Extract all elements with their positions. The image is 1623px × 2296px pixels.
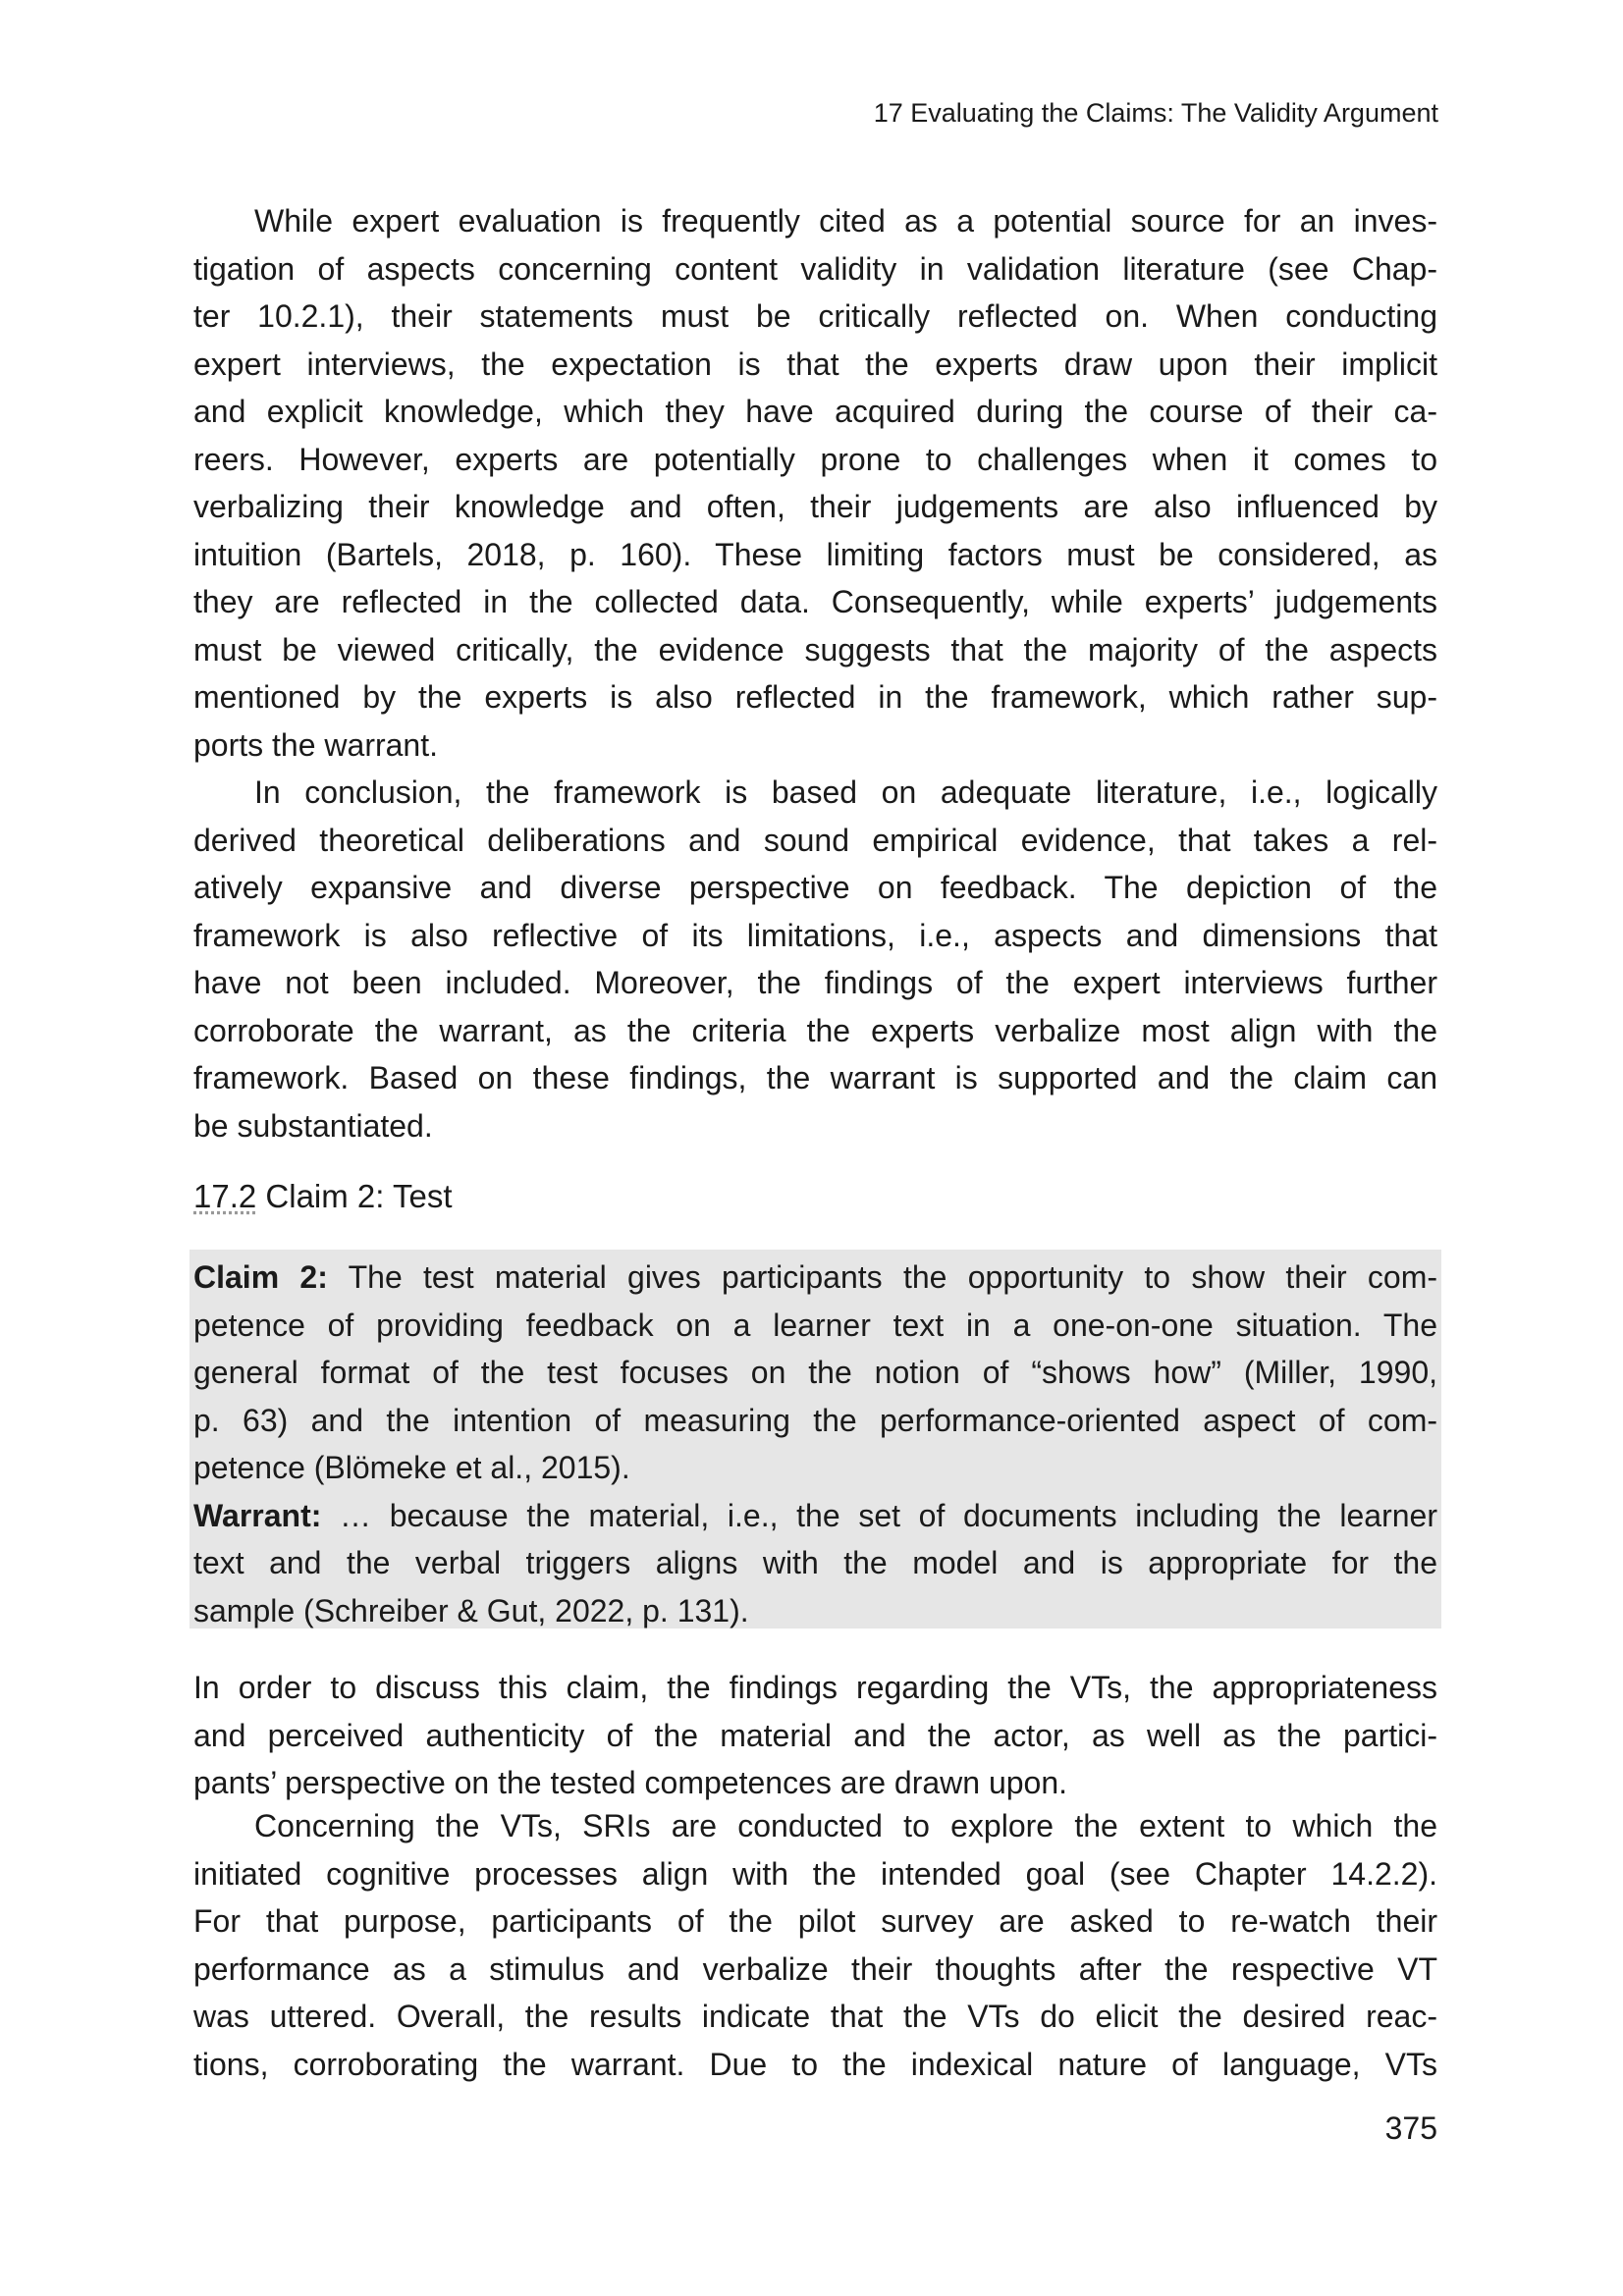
text-line: tions, corroborating the warrant. Due to the indexical nature of language, VTs [193, 2046, 1437, 2082]
box-line [193, 1254, 1437, 1302]
box-line [193, 1587, 1437, 1635]
text-line: While expert evaluation is frequently cited as a potential source for an inves- [254, 203, 1437, 239]
running-header: 17 Evaluating the Claims: The Validity Argument [873, 98, 1438, 128]
text-line: atively expansive and diverse perspective on feedback. The depiction of the [193, 870, 1437, 905]
page-number: 375 [1384, 2110, 1437, 2146]
text-line: In order to discuss this claim, the findings regarding the VTs, the appropriateness [193, 1670, 1437, 1705]
text-line: corroborate the warrant, as the criteria the experts verbalize most align with the [193, 1012, 1437, 1048]
text-line: have not been included. Moreover, the findings of the expert interviews further [193, 965, 1437, 1000]
text-line: Concerning the VTs, SRIs are conducted to explore the extent to which the [254, 1808, 1437, 1843]
text-line: framework is also reflective of its limitations, i.e., aspects and dimensions that [193, 917, 1437, 953]
box-line-text: general format of the test focuses on the notion of “shows how” (Miller, 1990, [193, 1355, 1437, 1390]
paragraph-conclusion [193, 769, 1437, 1149]
text-line: mentioned by the experts is also reflected in the framework, which rather sup- [193, 679, 1437, 715]
box-line-text: petence of providing feedback on a learner text in a one-on-one situation. The [193, 1307, 1437, 1343]
text-line: intuition (Bartels, 2018, p. 160). These limiting factors must be considered, as [193, 536, 1437, 572]
section-title: Claim 2: Test [265, 1178, 453, 1214]
box-line-text: petence (Blömeke et al., 2015). [193, 1450, 630, 1485]
box-line [193, 1539, 1437, 1587]
box-line [193, 1302, 1437, 1350]
text-line: ter 10.2.1), their statements must be critically reflected on. When conducting [193, 298, 1437, 334]
text-line: performance as a stimulus and verbalize their thoughts after the respective VT [193, 1950, 1437, 1987]
text-line: expert interviews, the expectation is that the experts draw upon their implicit [193, 346, 1437, 382]
box-line [193, 1444, 1437, 1492]
paragraph-expert-evaluation [193, 197, 1437, 769]
text-line: they are reflected in the collected data. Consequently, while experts’ judgements [193, 584, 1437, 619]
text-line: be substantiated. [193, 1107, 433, 1144]
claim-label: Claim 2: [193, 1259, 328, 1295]
box-line [193, 1349, 1437, 1397]
box-line [193, 1397, 1437, 1445]
section-heading [193, 1173, 453, 1220]
box-line-text: p. 63) and the intention of measuring the performance-oriented aspect of com- [193, 1402, 1437, 1438]
text-line: pants’ perspective on the tested competences are drawn upon. [193, 1765, 1068, 1800]
text-line: In conclusion, the framework is based on adequate literature, i.e., logically [254, 774, 1437, 810]
text-line: derived theoretical deliberations and sound empirical evidence, that takes a rel- [193, 822, 1437, 858]
text-line: initiated cognitive processes align with the intended goal (see Chapter 14.2.2). [193, 1855, 1437, 1892]
box-line-text: sample (Schreiber & Gut, 2022, p. 131). [193, 1592, 749, 1629]
text-line: For that purpose, participants of the pilot survey are asked to re-watch their [193, 1903, 1437, 1939]
text-line: was uttered. Overall, the results indicate that the VTs do elicit the desired reac- [193, 1999, 1437, 2034]
text-line: tigation of aspects concerning content validity in validation literature (see Chap- [193, 250, 1437, 287]
text-line: and perceived authenticity of the material and the actor, as well as the partici- [193, 1717, 1437, 1753]
box-line-text: The test material gives participants the opportunity to show their com- [327, 1259, 1437, 1295]
text-line: and explicit knowledge, which they have acquired during the course of their ca- [193, 394, 1437, 429]
paragraph-verbal-triggers [193, 1802, 1437, 2088]
warrant-label: Warrant: [193, 1497, 322, 1533]
text-line: reers. However, experts are potentially prone to challenges when it comes to [193, 441, 1437, 477]
text-line: framework. Based on these findings, the warrant is supported and the claim can [193, 1060, 1437, 1095]
text-line: ports the warrant. [193, 726, 438, 763]
paragraph-discussion-intro [193, 1664, 1437, 1807]
box-line-text: … because the material, i.e., the set of documents including the learner [321, 1497, 1437, 1533]
section-number: 17.2 [193, 1178, 257, 1214]
text-line: must be viewed critically, the evidence suggests that the majority of the aspects [193, 631, 1437, 667]
claim-warrant-box [189, 1250, 1441, 1629]
box-line-text: text and the verbal triggers aligns with the model and is appropriate for the [193, 1545, 1437, 1580]
text-line: verbalizing their knowledge and often, their judgements are also influenced by [193, 489, 1437, 524]
box-line [193, 1492, 1437, 1540]
